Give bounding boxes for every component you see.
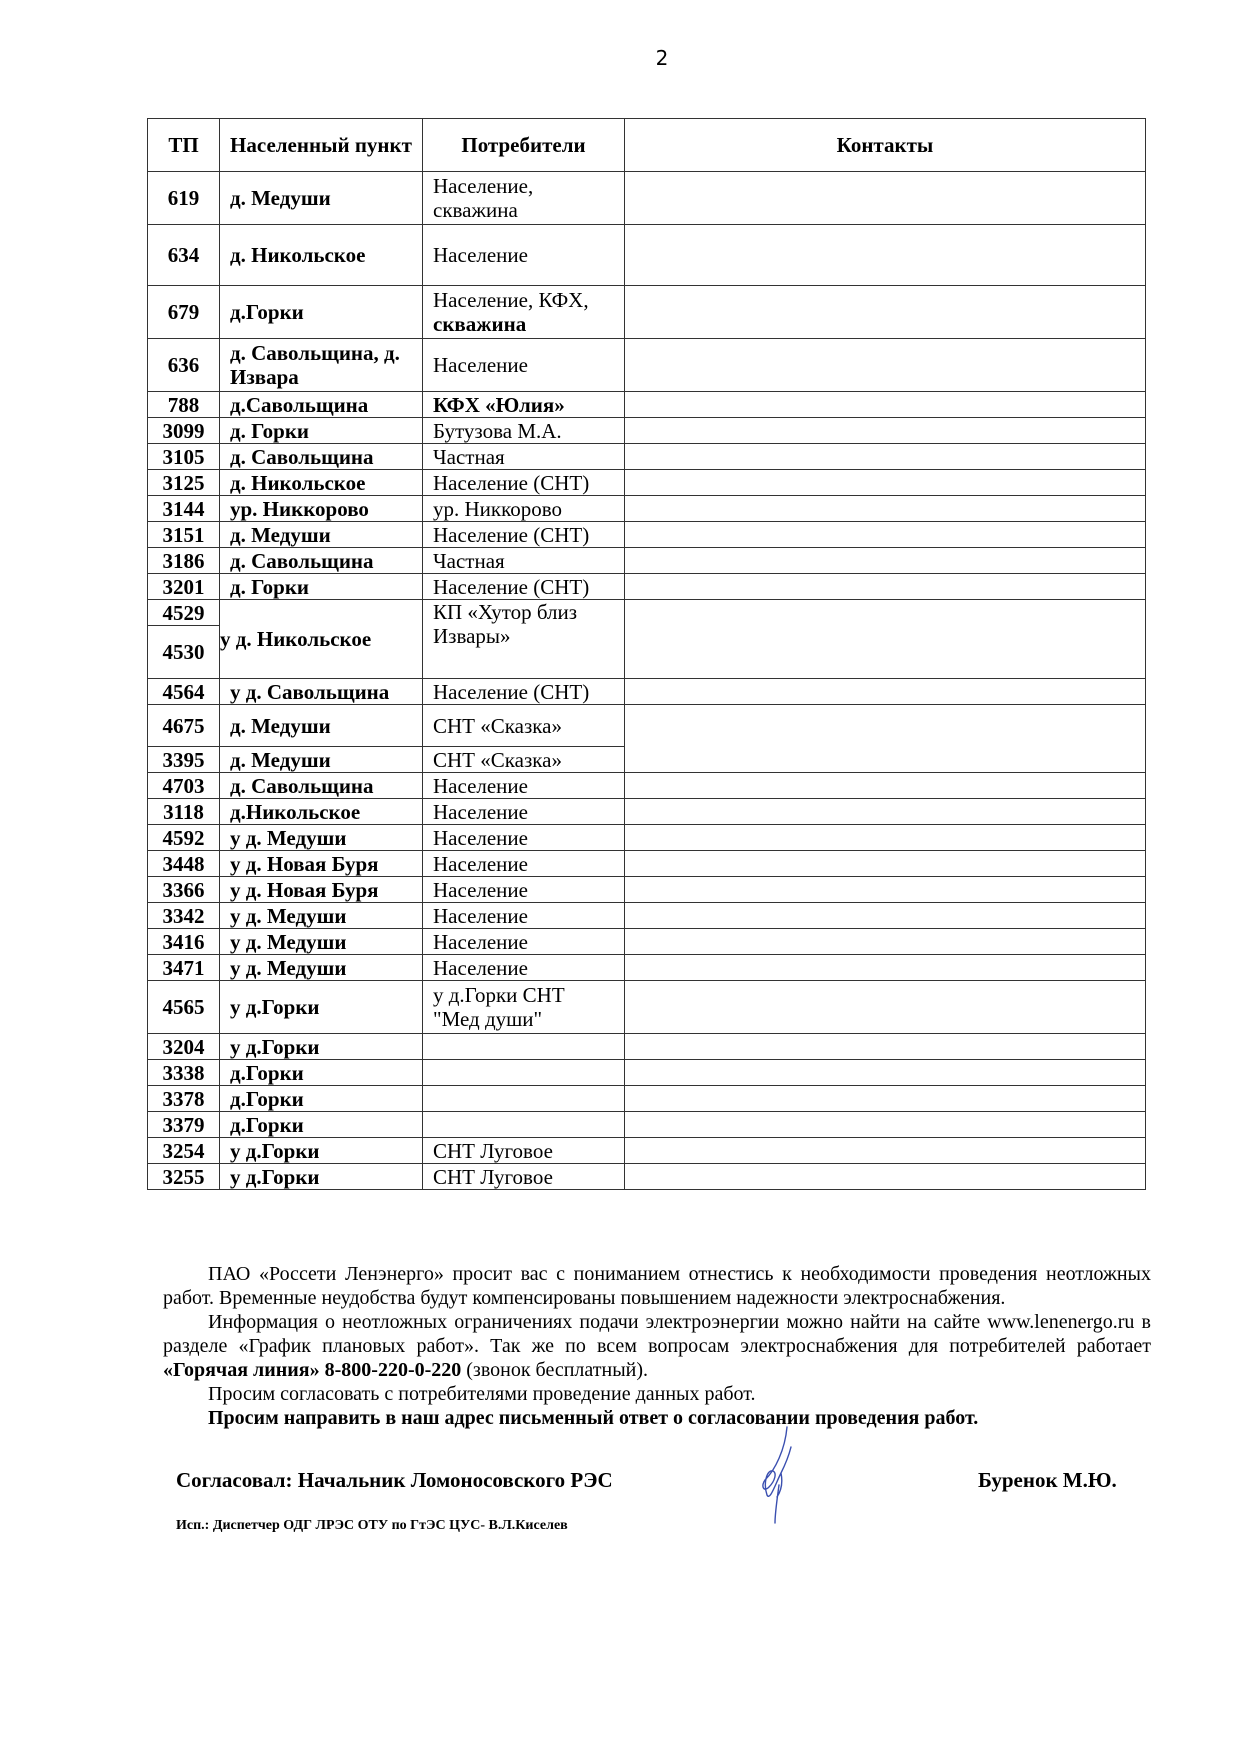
contacts-cell xyxy=(625,444,1146,470)
paragraph-apology xyxy=(163,1262,1151,1310)
place-cell: у д.Горки xyxy=(220,1164,423,1190)
contacts-cell xyxy=(625,418,1146,444)
consumers-cell: Население xyxy=(423,903,625,929)
consumers-cell: Население (СНТ) xyxy=(423,522,625,548)
table-row xyxy=(148,799,1146,825)
table-row xyxy=(148,286,1146,339)
consumers-cell: СНТ «Сказка» xyxy=(423,747,625,773)
place-cell: у д. Никольское xyxy=(220,600,423,679)
contacts-cell xyxy=(625,225,1146,286)
consumers-cell: Население xyxy=(423,825,625,851)
place-cell: д. Савольщина xyxy=(220,773,423,799)
header-place: Населенный пункт xyxy=(220,119,423,172)
consumers-cell xyxy=(423,1060,625,1086)
place-cell: д. Горки xyxy=(220,574,423,600)
place-cell: д.Горки xyxy=(220,1112,423,1138)
place-cell: д. Медуши xyxy=(220,747,423,773)
contacts-cell xyxy=(625,496,1146,522)
table-row xyxy=(148,172,1146,225)
tp-cell: 636 xyxy=(148,339,220,392)
table-row xyxy=(148,1138,1146,1164)
table-row xyxy=(148,981,1146,1034)
tp-cell: 3201 xyxy=(148,574,220,600)
place-cell: д.Горки xyxy=(220,286,423,339)
place-cell: у д. Савольщина xyxy=(220,679,423,705)
tp-cell: 3118 xyxy=(148,799,220,825)
tp-cell: 3105 xyxy=(148,444,220,470)
place-cell: д. Никольское xyxy=(220,225,423,286)
place-cell: д. Медуши xyxy=(220,172,423,225)
place-cell: д. Савольщина, д. Извара xyxy=(220,339,423,392)
table-row xyxy=(148,444,1146,470)
consumers-cell: Население (СНТ) xyxy=(423,574,625,600)
place-cell: д. Медуши xyxy=(220,705,423,747)
executor-line: Исп.: Диспетчер ОДГ ЛРЭС ОТУ по ГтЭС ЦУС- В.Л.Киселев xyxy=(176,1518,568,1533)
contacts-cell xyxy=(625,851,1146,877)
place-cell: ур. Никкорово xyxy=(220,496,423,522)
paragraph-request-reply-text: Просим направить в наш адрес письменный ответ о согласовании проведения работ. xyxy=(208,1407,979,1429)
contacts-cell xyxy=(625,1060,1146,1086)
place-cell: у д. Медуши xyxy=(220,825,423,851)
tp-cell: 3379 xyxy=(148,1112,220,1138)
contacts-cell xyxy=(625,929,1146,955)
paragraph-request-reply xyxy=(163,1406,1151,1430)
tp-cell: 4529 xyxy=(148,600,220,626)
contacts-cell xyxy=(625,955,1146,981)
contacts-cell xyxy=(625,1138,1146,1164)
place-cell: д. Савольщина xyxy=(220,444,423,470)
table-row xyxy=(148,877,1146,903)
consumers-cell: Население (СНТ) xyxy=(423,470,625,496)
consumers-cell: КП «Хутор близ Извары» xyxy=(423,600,625,679)
table-row xyxy=(148,825,1146,851)
table-row xyxy=(148,574,1146,600)
table-row xyxy=(148,679,1146,705)
consumers-cell: Население xyxy=(423,929,625,955)
header-tp: ТП xyxy=(148,119,220,172)
consumers-cell: Население xyxy=(423,799,625,825)
table-row xyxy=(148,1164,1146,1190)
tp-cell: 4565 xyxy=(148,981,220,1034)
consumers-cell: КФХ «Юлия» xyxy=(423,392,625,418)
approved-by: Согласовал: Начальник Ломоносовского РЭС xyxy=(176,1468,613,1492)
consumers-cell: СНТ «Сказка» xyxy=(423,705,625,747)
contacts-cell xyxy=(625,877,1146,903)
contacts-cell xyxy=(625,903,1146,929)
consumers-cell: Население xyxy=(423,955,625,981)
contacts-cell xyxy=(625,548,1146,574)
table-row xyxy=(148,1060,1146,1086)
table-row xyxy=(148,548,1146,574)
tp-cell: 619 xyxy=(148,172,220,225)
header-consumers: Потребители xyxy=(423,119,625,172)
tp-cell: 3186 xyxy=(148,548,220,574)
consumers-cell: СНТ Луговое xyxy=(423,1138,625,1164)
handwritten-signature-icon xyxy=(755,1425,815,1525)
consumers-cell: Бутузова М.А. xyxy=(423,418,625,444)
hotline-note: (звонок бесплатный). xyxy=(461,1359,649,1381)
place-cell: у д.Горки xyxy=(220,981,423,1034)
contacts-cell xyxy=(625,574,1146,600)
place-cell: д.Савольщина xyxy=(220,392,423,418)
place-cell: у д. Медуши xyxy=(220,903,423,929)
contacts-cell xyxy=(625,172,1146,225)
contacts-cell xyxy=(625,799,1146,825)
table-row xyxy=(148,1086,1146,1112)
table-row xyxy=(148,705,1146,747)
tp-cell: 3378 xyxy=(148,1086,220,1112)
tp-cell: 3338 xyxy=(148,1060,220,1086)
contacts-cell xyxy=(625,773,1146,799)
consumers-cell xyxy=(423,1086,625,1112)
consumers-cell: Население xyxy=(423,339,625,392)
tp-cell: 3255 xyxy=(148,1164,220,1190)
tp-cell: 3366 xyxy=(148,877,220,903)
consumers-cell: у д.Горки СНТ "Мед души" xyxy=(423,981,625,1034)
consumers-cell: Население xyxy=(423,877,625,903)
header-contacts: Контакты xyxy=(625,119,1146,172)
table-row xyxy=(148,522,1146,548)
table-row xyxy=(148,1034,1146,1060)
contacts-cell xyxy=(625,286,1146,339)
consumers-cell xyxy=(423,1112,625,1138)
contacts-cell xyxy=(625,600,1146,679)
place-cell: у д. Медуши xyxy=(220,955,423,981)
table-row xyxy=(148,225,1146,286)
contacts-cell xyxy=(625,392,1146,418)
paragraph-coordinate xyxy=(163,1382,1151,1406)
consumers-cell: Население xyxy=(423,851,625,877)
place-cell: у д. Новая Буря xyxy=(220,851,423,877)
paragraph-info xyxy=(163,1310,1151,1382)
table-row xyxy=(148,600,1146,626)
consumers-cell: Население xyxy=(423,773,625,799)
tp-cell: 4675 xyxy=(148,705,220,747)
place-cell: д.Никольское xyxy=(220,799,423,825)
contacts-cell xyxy=(625,705,1146,773)
contacts-cell xyxy=(625,522,1146,548)
consumers-cell: Население (СНТ) xyxy=(423,679,625,705)
contacts-cell xyxy=(625,825,1146,851)
table-row xyxy=(148,418,1146,444)
table-row xyxy=(148,339,1146,392)
table-row xyxy=(148,470,1146,496)
tp-cell: 3448 xyxy=(148,851,220,877)
tp-cell: 3204 xyxy=(148,1034,220,1060)
tp-cell: 4703 xyxy=(148,773,220,799)
contacts-cell xyxy=(625,339,1146,392)
table-row xyxy=(148,929,1146,955)
tp-cell: 3254 xyxy=(148,1138,220,1164)
consumers-cell: ур. Никкорово xyxy=(423,496,625,522)
tp-table xyxy=(147,118,1146,1190)
paragraph-apology-text: ПАО «Россети Ленэнерго» просит вас с пониманием отнестись к необходимости проведения неотложных работ. Временные неудобства будут компенсированы повышением надежности электроснабжения. xyxy=(163,1263,1151,1309)
consumers-bold-text: скважина xyxy=(433,312,527,336)
consumers-cell: СНТ Луговое xyxy=(423,1164,625,1190)
tp-cell: 679 xyxy=(148,286,220,339)
signatory-name: Буренок М.Ю. xyxy=(978,1468,1117,1492)
tp-cell: 634 xyxy=(148,225,220,286)
contacts-cell xyxy=(625,1034,1146,1060)
tp-cell: 4592 xyxy=(148,825,220,851)
contacts-cell xyxy=(625,679,1146,705)
tp-cell: 3125 xyxy=(148,470,220,496)
consumers-cell: Частная xyxy=(423,548,625,574)
table-header-row xyxy=(148,119,1146,172)
tp-cell: 3144 xyxy=(148,496,220,522)
tp-cell: 788 xyxy=(148,392,220,418)
contacts-cell xyxy=(625,470,1146,496)
tp-cell: 3395 xyxy=(148,747,220,773)
tp-cell: 3099 xyxy=(148,418,220,444)
paragraph-coordinate-text: Просим согласовать с потребителями проведение данных работ. xyxy=(208,1383,756,1405)
table-row xyxy=(148,955,1146,981)
table-row xyxy=(148,851,1146,877)
place-cell: д. Горки xyxy=(220,418,423,444)
contacts-cell xyxy=(625,1112,1146,1138)
place-cell: у д. Новая Буря xyxy=(220,877,423,903)
tp-cell: 4564 xyxy=(148,679,220,705)
tp-cell: 3342 xyxy=(148,903,220,929)
tp-cell: 3471 xyxy=(148,955,220,981)
consumers-cell xyxy=(423,1034,625,1060)
place-cell: д. Медуши xyxy=(220,522,423,548)
table-row xyxy=(148,1112,1146,1138)
table-row xyxy=(148,903,1146,929)
place-cell: у д.Горки xyxy=(220,1138,423,1164)
consumers-cell: Население xyxy=(423,225,625,286)
place-cell: д.Горки xyxy=(220,1086,423,1112)
contacts-cell xyxy=(625,981,1146,1034)
table-row xyxy=(148,496,1146,522)
tp-cell: 3416 xyxy=(148,929,220,955)
paragraph-info-text: Информация о неотложных ограничениях подачи электроэнергии можно найти на сайте www.lenenergo.ru в разделе «График плановых работ». Так же по всем вопросам электроснабжения для потребителей работает xyxy=(163,1311,1151,1357)
place-cell: у д.Горки xyxy=(220,1034,423,1060)
table-row xyxy=(148,392,1146,418)
consumers-cell: Население, скважина xyxy=(423,172,625,225)
place-cell: д. Савольщина xyxy=(220,548,423,574)
consumers-cell xyxy=(423,286,625,339)
table-row xyxy=(148,773,1146,799)
tp-cell: 4530 xyxy=(148,626,220,679)
hotline-text: «Горячая линия» 8-800-220-0-220 xyxy=(163,1359,462,1381)
contacts-cell xyxy=(625,1164,1146,1190)
place-cell: д. Никольское xyxy=(220,470,423,496)
contacts-cell xyxy=(625,1086,1146,1112)
consumers-text: Население, КФХ, xyxy=(433,288,589,312)
place-cell: д.Горки xyxy=(220,1060,423,1086)
place-cell: у д. Медуши xyxy=(220,929,423,955)
consumers-cell: Частная xyxy=(423,444,625,470)
page-number: 2 xyxy=(655,46,669,70)
tp-cell: 3151 xyxy=(148,522,220,548)
